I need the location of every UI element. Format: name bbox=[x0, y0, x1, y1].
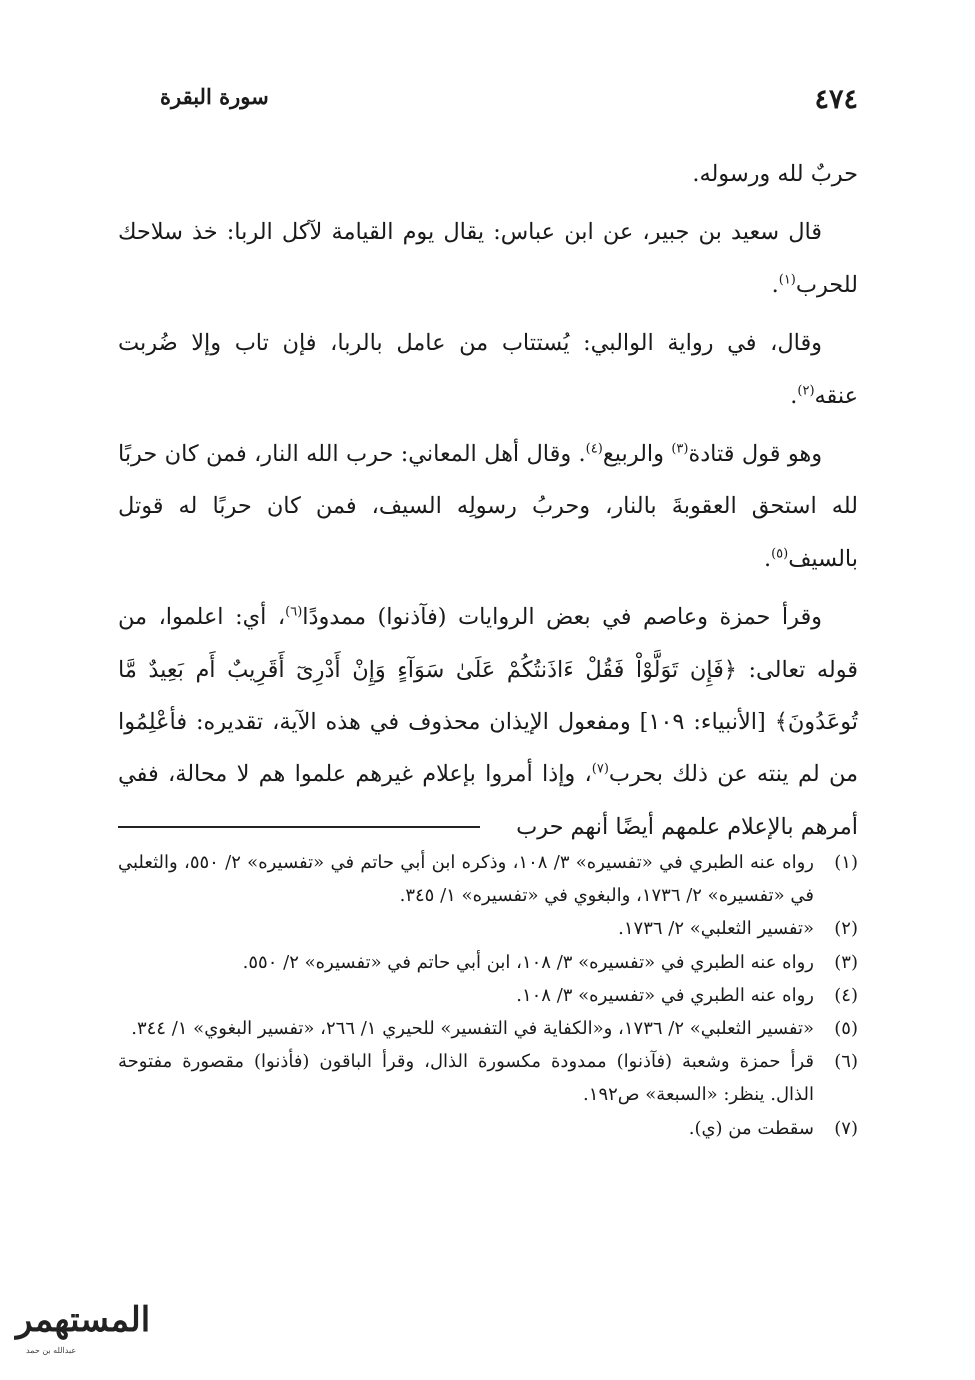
footnote-number: (٤) bbox=[834, 984, 858, 1006]
paragraph-4-text-b: والربيع bbox=[602, 441, 672, 468]
paragraph-4: وهو قول قتادة$^{(٣)}$ والربيع$^{(٤)}$. وقال أهل المعاني: حرب الله النار، فمن كان حربًا لله استحق العقوبةَ بالنار، وحربُ رسولِه السيف، فمن كان حربًا له قوتل بالسيف$^{(٥)}$. bbox=[118, 441, 858, 572]
footnote-text: رواه عنه الطبري في «تفسيره» ٣/ ١٠٨، ابن أبي حاتم في «تفسيره» ٢/ ٥٥٠. bbox=[242, 951, 814, 973]
publisher-logo bbox=[8, 1292, 151, 1364]
footnote-1 bbox=[118, 846, 858, 912]
footnote-4 bbox=[118, 979, 858, 1012]
footnote-6 bbox=[118, 1045, 858, 1111]
footnote-7 bbox=[118, 1112, 858, 1145]
footnote-separator bbox=[118, 826, 480, 828]
paragraph-2: قال سعيد بن جبير، عن ابن عباس: يقال يوم القيامة لآكل الربا: خذ سلاحك للحرب$^{(١)}$. bbox=[118, 219, 858, 298]
footnote-text: رواه عنه الطبري في «تفسيره» ٣/ ١٠٨، وذكره ابن أبي حاتم في «تفسيره» ٢/ ٥٥٠، والثعلبي في «تفسيره» ٢/ ١٧٣٦، والبغوي في «تفسيره» ١/ ٣٤٥. bbox=[118, 852, 814, 907]
paragraph-3-text: وقال، في رواية الوالبي: يُستتاب من عامل بالربا، فإن تاب وإلا ضُربت عنقه bbox=[118, 330, 858, 409]
paragraph-5-text-b: ، أي: اعلموا، من قوله تعالى: bbox=[118, 604, 858, 683]
surah-title: سورة البقرة bbox=[160, 84, 269, 109]
footnote-5 bbox=[118, 1012, 858, 1045]
paragraph-4-text-c: . وقال أهل المعاني: حرب الله النار، فمن كان حربًا لله استحق العقوبةَ بالنار، وحربُ رسولِه السيف، فمن كان حربًا له قوتل بالسيف bbox=[118, 441, 858, 572]
footnote-2 bbox=[118, 912, 858, 945]
footnote-number: (٥) bbox=[834, 1018, 858, 1040]
footnote-text: سقطت من (ي). bbox=[688, 1117, 814, 1139]
footnote-ref-5: (٥) bbox=[771, 546, 789, 562]
footnote-text: رواه عنه الطبري في «تفسيره» ٣/ ١٠٨. bbox=[516, 984, 814, 1006]
footnote-number: (٢) bbox=[834, 918, 858, 940]
footnote-ref-1: (١) bbox=[778, 272, 796, 288]
footnote-ref-3: (٣) bbox=[671, 441, 689, 457]
paragraph-4-text-a: وهو قول قتادة bbox=[688, 441, 823, 468]
footnote-number: (٧) bbox=[834, 1117, 858, 1139]
footnote-ref-4: (٤) bbox=[585, 441, 603, 457]
footnote-ref-6: (٦) bbox=[285, 604, 303, 620]
logo-caption: عبدالله بن حمد bbox=[26, 1346, 77, 1355]
footnote-3 bbox=[118, 946, 858, 979]
logo-calligraphy: المستهمر bbox=[16, 1300, 151, 1340]
footnote-text: قرأ حمزة وشعبة (فآذنوا) ممدودة مكسورة الذال، وقرأ الباقون (فأذنوا) مقصورة مفتوحة الذال. ينظر: «السبعة» ص١٩٢. bbox=[118, 1051, 814, 1106]
paragraph-3: وقال، في رواية الوالبي: يُستتاب من عامل بالربا، فإن تاب وإلا ضُربت عنقه$^{(٢)}$. bbox=[118, 330, 858, 409]
page-number: ٤٧٤ bbox=[814, 84, 858, 115]
footnote-text: «تفسير الثعلبي» ٢/ ١٧٣٦. bbox=[618, 918, 814, 940]
paragraph-5-text-c: [الأنبياء: ١٠٩] ومفعول الإيذان محذوف في هذه الآية، تقديره: فأعْلِمُوا من لم ينته عن ذلك بحرب bbox=[118, 709, 858, 788]
footnote-ref-2: (٢) bbox=[797, 383, 815, 399]
footnotes bbox=[118, 846, 858, 1145]
footnote-number: (١) bbox=[834, 852, 858, 873]
paragraph-5-text-d: ، وإذا أمروا بإعلام غيرهم علموا هم لا محالة، ففي أمرهم بالإعلام علمهم أيضًا أنهم حرب bbox=[118, 761, 858, 840]
paragraph-5 bbox=[118, 591, 858, 853]
footnote-ref-7: (٧) bbox=[591, 762, 609, 777]
paragraph-5-text-a: وقرأ حمزة وعاصم في بعض الروايات (فآذنوا) ممدودًا bbox=[302, 604, 822, 631]
footnote-text: «تفسير الثعلبي» ٢/ ١٧٣٦، و«الكفاية في التفسير» للحيري ١/ ٢٦٦، «تفسير البغوي» ١/ ٣٤٤. bbox=[131, 1018, 814, 1040]
paragraph-1 bbox=[118, 148, 858, 200]
paragraph-1-text: حربٌ لله ورسوله. bbox=[692, 161, 858, 187]
footnote-number: (٦) bbox=[834, 1051, 858, 1073]
main-text bbox=[118, 148, 858, 859]
quran-verse: ﴿فَإِن تَوَلَّوْاْ فَقُلْ ءَاذَنتُكُمْ عَلَىٰ سَوَآءٍ وَإِنْ أَدْرِىٓ أَقَرِيبٌ أَم بَعِيدٌ مَّا تُوعَدُونَ﴾ bbox=[118, 656, 858, 736]
paragraph-2-text: قال سعيد بن جبير، عن ابن عباس: يقال يوم القيامة لآكل الربا: خذ سلاحك للحرب bbox=[118, 219, 858, 298]
book-page bbox=[118, 0, 858, 1380]
page-header bbox=[118, 78, 858, 118]
footnote-number: (٣) bbox=[834, 951, 858, 973]
